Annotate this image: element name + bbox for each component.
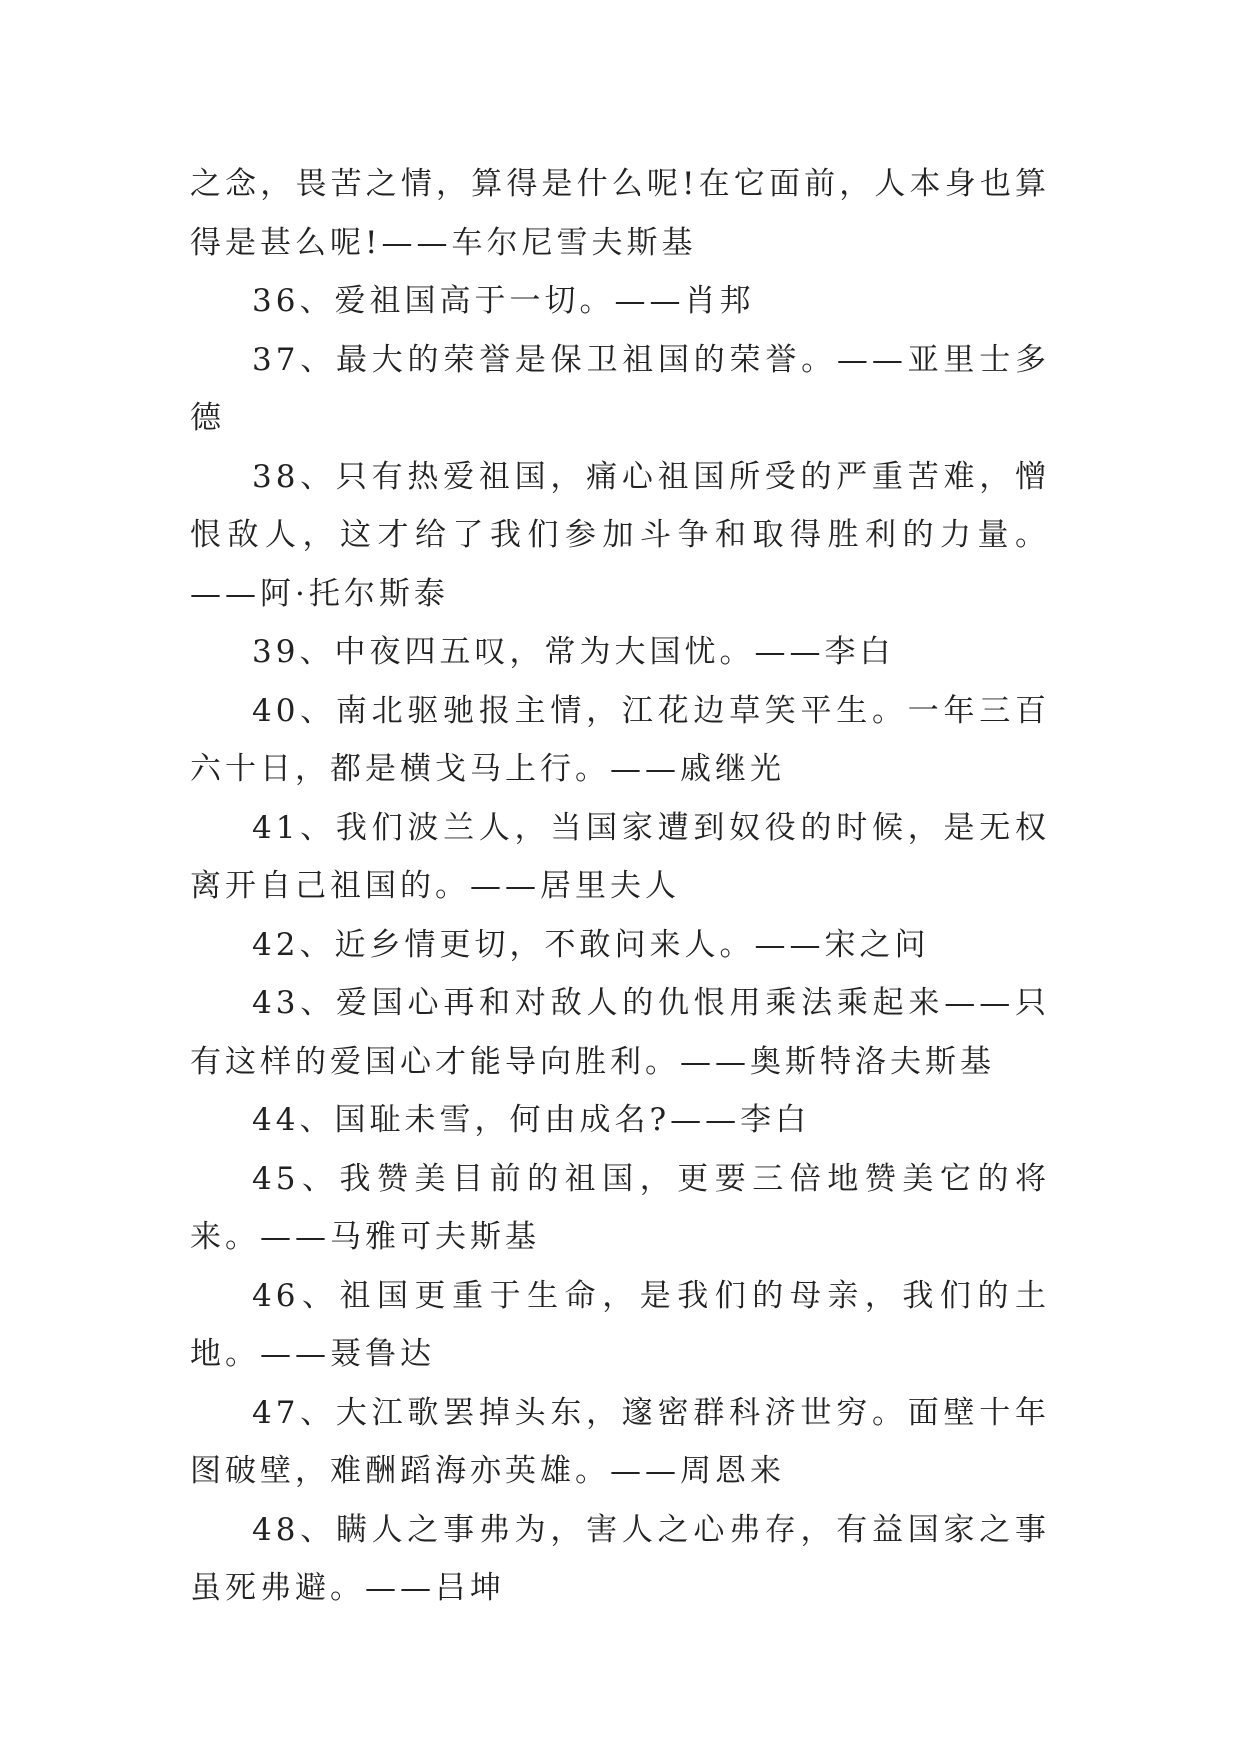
- quote-41: 41、我们波兰人，当国家遭到奴役的时候，是无权离开自己祖国的。——居里夫人: [190, 809, 1050, 904]
- quote-45: 45、我赞美目前的祖国，更要三倍地赞美它的将来。——马雅可夫斯基: [190, 1160, 1050, 1255]
- quote-48: 48、瞒人之事弗为，害人之心弗存，有益国家之事虽死弗避。——吕坤: [190, 1511, 1050, 1606]
- quote-37: 37、最大的荣誉是保卫祖国的荣誉。——亚里士多德: [190, 341, 1050, 436]
- quote-36: 36、爱祖国高于一切。——肖邦: [252, 283, 755, 319]
- document-body: [190, 155, 1050, 1618]
- quote-44: 44、国耻未雪，何由成名?——李白: [252, 1102, 811, 1138]
- quote-38: 38、只有热爱祖国，痛心祖国所受的严重苦难，憎恨敌人，这才给了我们参加斗争和取得胜利的力量。——阿·托尔斯泰: [190, 458, 1050, 612]
- quote-47: 47、大江歌罢掉头东，邃密群科济世穷。面壁十年图破壁，难酬蹈海亦英雄。——周恩来: [190, 1394, 1050, 1489]
- paragraph-continuation: 之念，畏苦之情，算得是什么呢!在它面前，人本身也算得是甚么呢!——车尔尼雪夫斯基: [190, 166, 1050, 261]
- quote-43: 43、爱国心再和对敌人的仇恨用乘法乘起来——只有这样的爱国心才能导向胜利。——奥斯特洛夫斯基: [190, 985, 1050, 1080]
- quote-42: 42、近乡情更切，不敢问来人。——宋之问: [252, 926, 930, 963]
- quote-46: 46、祖国更重于生命，是我们的母亲，我们的土地。——聂鲁达: [190, 1277, 1050, 1372]
- quote-39: 39、中夜四五叹，常为大国忧。——李白: [252, 634, 895, 670]
- quote-40: 40、南北驱驰报主情，江花边草笑平生。一年三百六十日，都是横戈马上行。——戚继光: [190, 692, 1050, 787]
